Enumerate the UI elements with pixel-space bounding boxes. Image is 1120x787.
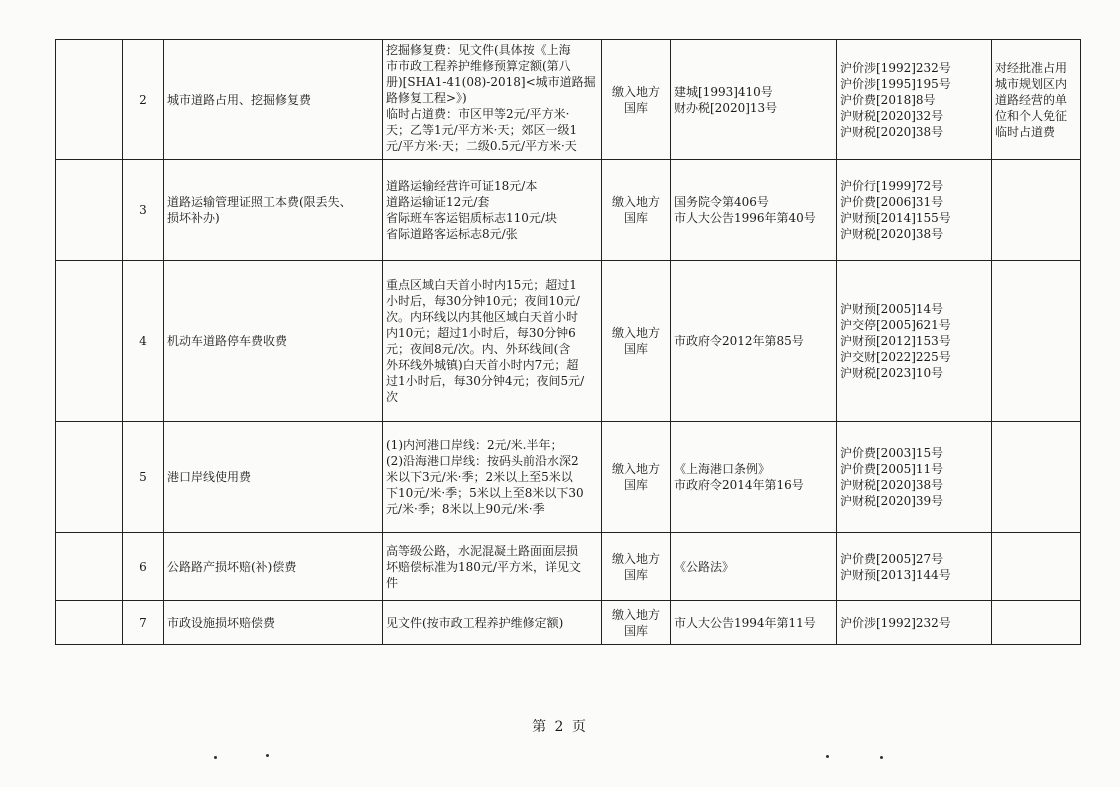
fee-name: 港口岸线使用费 [164,422,383,533]
fund-destination: 缴入地方 国库 [602,40,671,160]
table-row [56,422,1081,533]
fee-name: 道路运输管理证照工本费(限丢失、 损坏补办) [164,160,383,261]
fund-destination: 缴入地方 国库 [602,422,671,533]
fund-destination: 缴入地方 国库 [602,533,671,601]
blank-cell [56,422,123,533]
blank-cell [56,40,123,160]
remarks [992,422,1081,533]
standard-line: 册)[SHA1-41(08)-2018]<城市道路掘 [386,74,596,89]
remarks [992,261,1081,422]
page-number: 第 2 页 [532,719,588,735]
remarks [992,601,1081,645]
fee-standard: 见文件(按市政工程养护维修定额) [383,601,602,645]
table-row [56,601,1081,645]
legal-basis: 建城[1993]410号 财办税[2020]13号 [671,40,837,160]
row-number: 7 [123,601,164,645]
standard-line: 元/平方米·天；二级0.5元/平方米·天 [386,138,577,153]
approval-documents: 沪财预[2005]14号 沪交停[2005]621号 沪财预[2012]153号 沪交财[2022]225号 沪财税[2023]10号 [837,261,992,422]
approval-documents: 沪价费[2005]27号 沪财预[2013]144号 [837,533,992,601]
blank-cell [56,601,123,645]
legal-basis: 市政府令2012年第85号 [671,261,837,422]
fee-standard: (1)内河港口岸线：2元/米.半年； (2)沿海港口岸线：按码头前沿水深2 米以下3元/米·季；2米以上至5米以 下10元/米·季；5米以上至8米以下30 元/米·季；8米以上90元/米·季 [383,422,602,533]
fee-name: 公路路产损坏赔(补)偿费 [164,533,383,601]
fee-table-sheet [55,39,1081,645]
legal-basis: 国务院令第406号 市人大公告1996年第40号 [671,160,837,261]
standard-line: 天；乙等1元/平方米·天；郊区一级1 [386,122,578,137]
legal-basis: 《上海港口条例》 市政府令2014年第16号 [671,422,837,533]
scan-speck [826,755,829,758]
fee-table [55,39,1081,645]
approval-documents: 沪价涉[1992]232号 [837,601,992,645]
standard-line: 路修复工程>》) [386,90,467,105]
table-row [56,261,1081,422]
row-number: 6 [123,533,164,601]
legal-basis: 《公路法》 [671,533,837,601]
fee-standard [383,40,602,160]
remarks [992,160,1081,261]
fee-name: 机动车道路停车费收费 [164,261,383,422]
standard-line: 市市政工程养护维修预算定额(第八 [386,58,571,73]
fee-standard: 高等级公路，水泥混凝土路面面层损 坏赔偿标准为180元/平方米，详见文 件 [383,533,602,601]
row-number: 4 [123,261,164,422]
legal-basis: 市人大公告1994年第11号 [671,601,837,645]
approval-documents: 沪价涉[1992]232号 沪价涉[1995]195号 沪价费[2018]8号 沪财税[2020]32号 沪财税[2020]38号 [837,40,992,160]
fund-destination: 缴入地方 国库 [602,160,671,261]
fee-name: 市政设施损坏赔偿费 [164,601,383,645]
approval-documents: 沪价行[1999]72号 沪价费[2006]31号 沪财预[2014]155号 沪财税[2020]38号 [837,160,992,261]
blank-cell [56,533,123,601]
approval-documents: 沪价费[2003]15号 沪价费[2005]11号 沪财税[2020]38号 沪财税[2020]39号 [837,422,992,533]
blank-cell [56,160,123,261]
blank-cell [56,261,123,422]
standard-line: 挖掘修复费：见文件(具体按《上海 [386,42,571,57]
scan-speck [266,754,269,757]
table-row [56,160,1081,261]
scan-speck [214,756,217,759]
standard-line: 临时占道费：市区甲等2元/平方米· [386,106,570,121]
row-number: 2 [123,40,164,160]
fund-destination: 缴入地方 国库 [602,261,671,422]
scan-speck [880,756,883,759]
fund-destination: 缴入地方 国库 [602,601,671,645]
remarks: 对经批准占用 城市规划区内 道路经营的单 位和个人免征 临时占道费 [992,40,1081,160]
fee-standard: 重点区域白天首小时内15元；超过1 小时后，每30分钟10元；夜间10元/ 次。内环线以内其他区域白天首小时 内10元；超过1小时后，每30分钟6 元；夜间8元/次。内、外环线间(含 外环线外城镇)白天首小时内7元；超 过1小时后，每30分钟4元；夜间5元/ 次 [383,261,602,422]
fee-name: 城市道路占用、挖掘修复费 [164,40,383,160]
row-number: 5 [123,422,164,533]
row-number: 3 [123,160,164,261]
remarks [992,533,1081,601]
table-row [56,533,1081,601]
table-row [56,40,1081,160]
fee-standard: 道路运输经营许可证18元/本 道路运输证12元/套 省际班车客运铝质标志110元/块 省际道路客运标志8元/张 [383,160,602,261]
